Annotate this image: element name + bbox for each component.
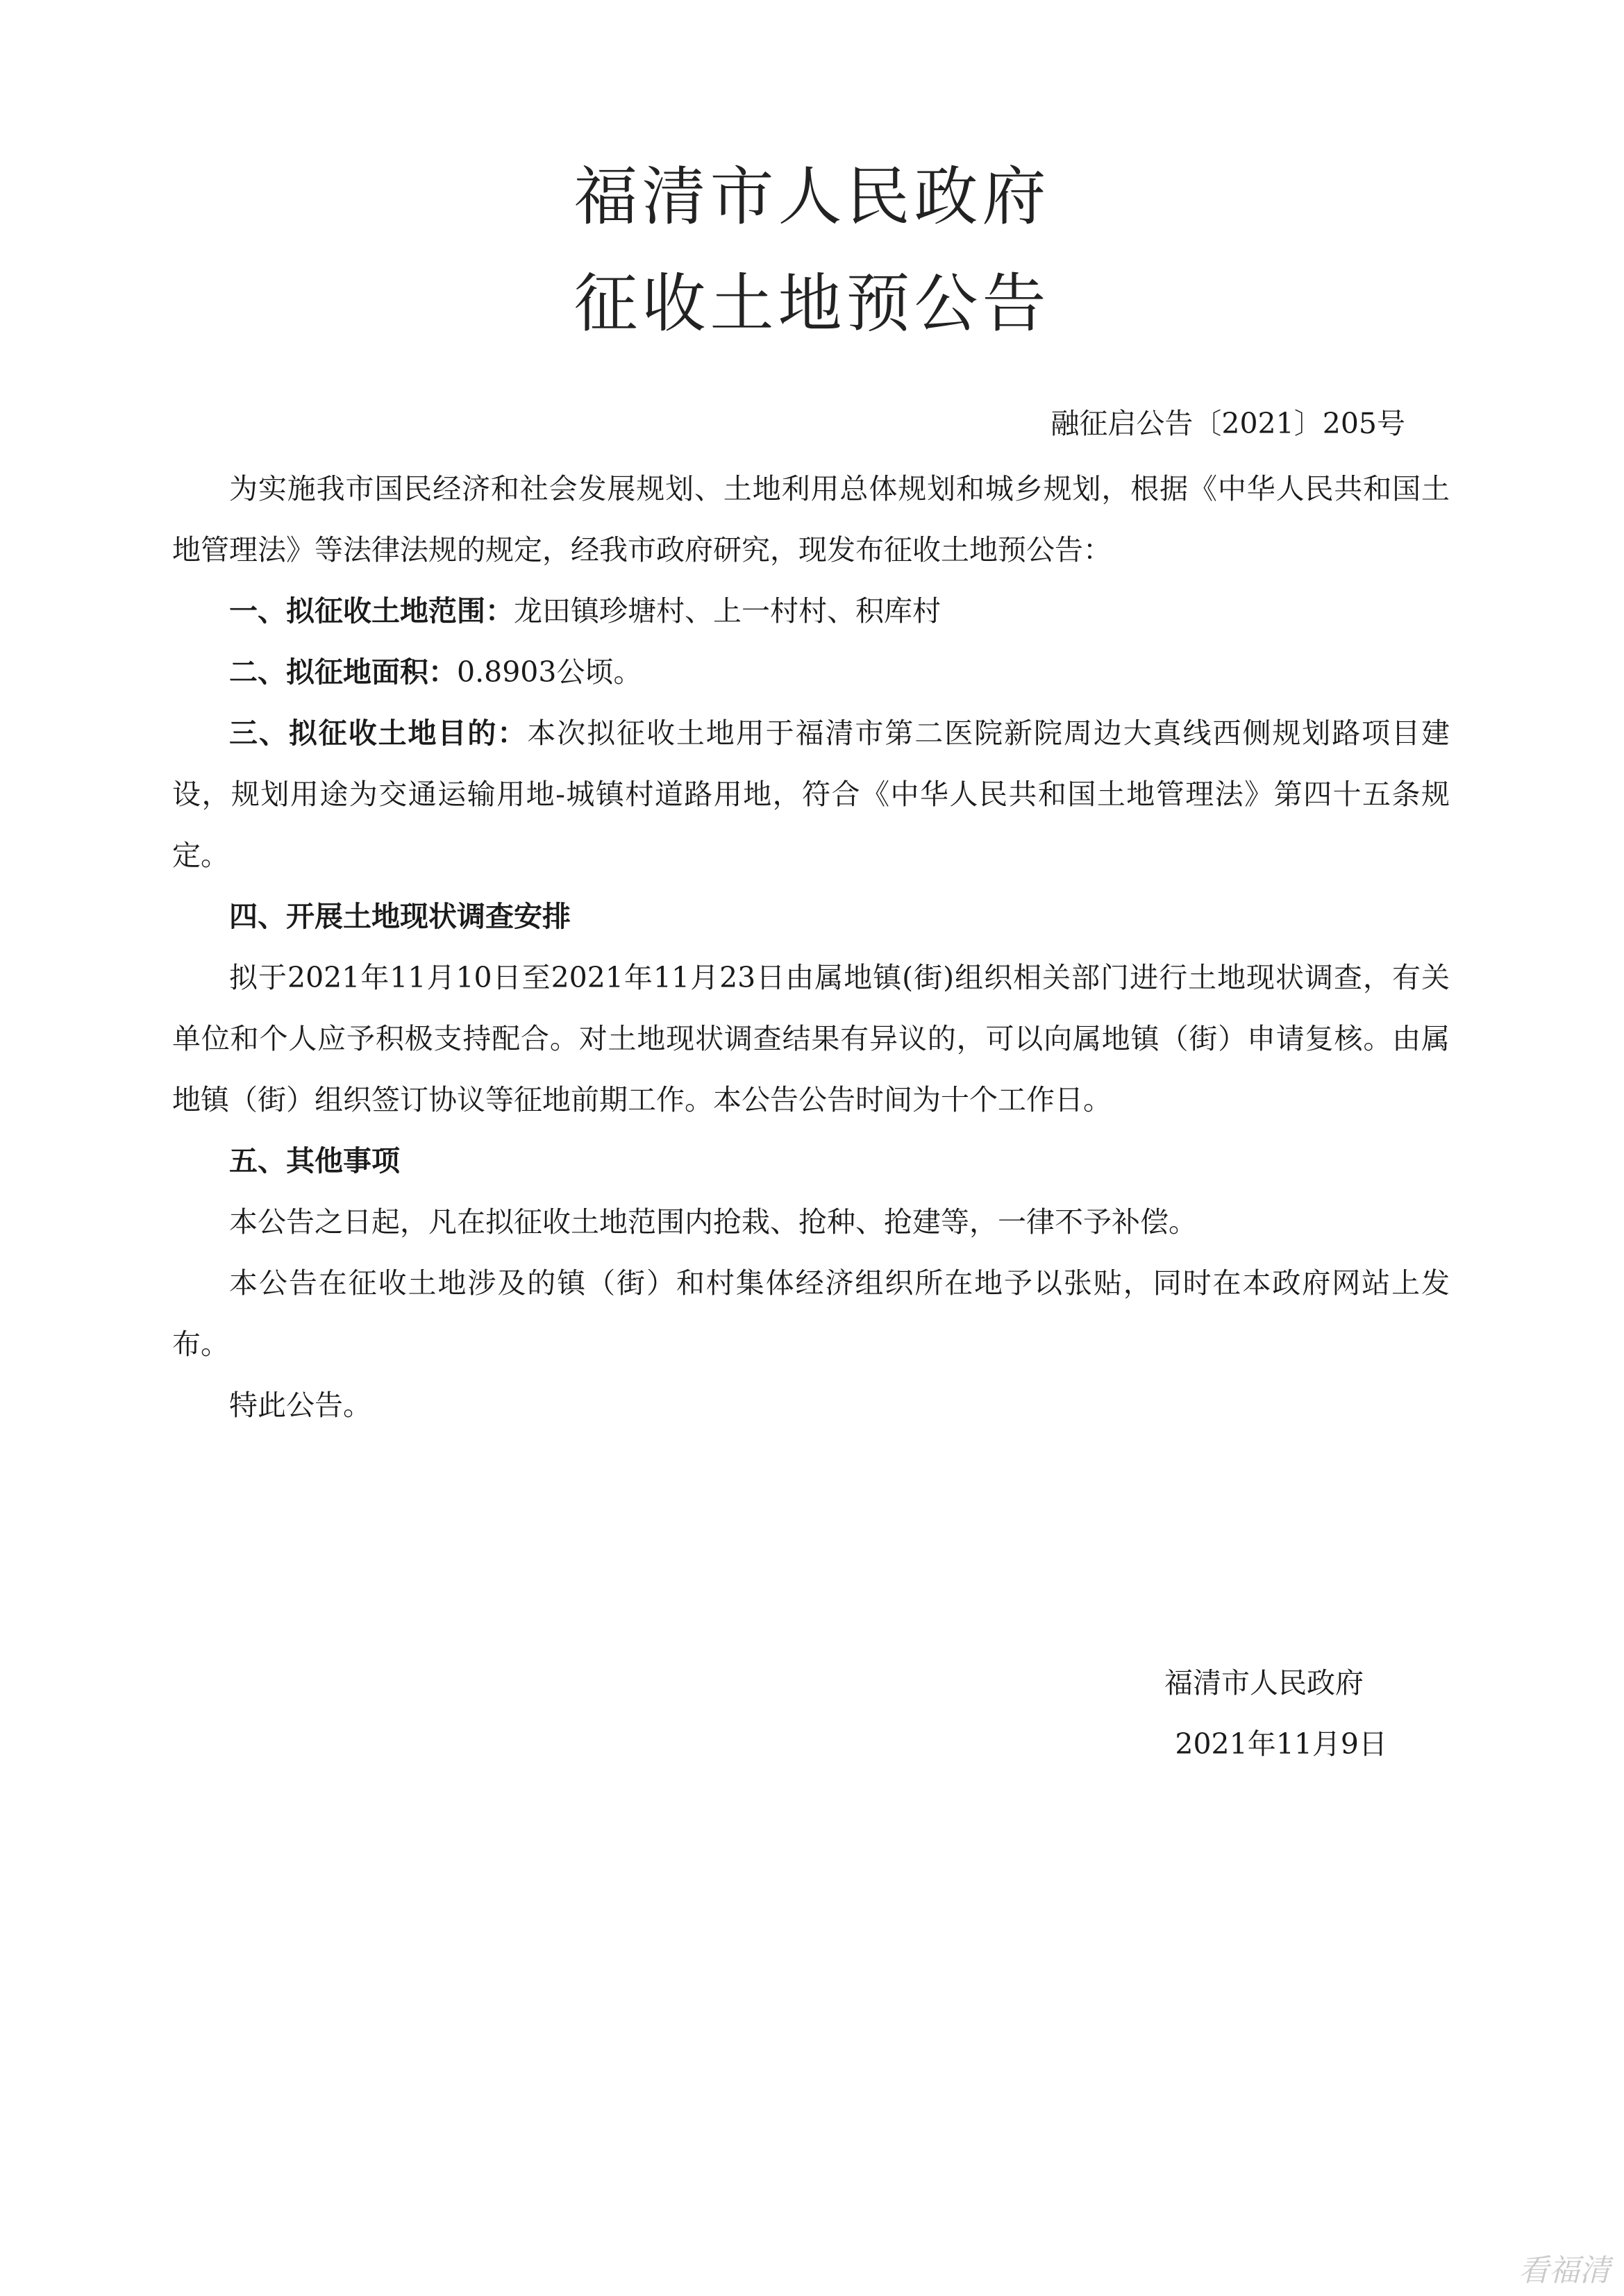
section-1-text: 龙田镇珍塘村、上一村村、积库村 [514,594,941,628]
section-2-heading: 二、拟征地面积： [229,655,457,689]
section-2 [172,642,1450,703]
issuer-name: 福清市人民政府 [1164,1666,1364,1700]
intro-paragraph: 为实施我市国民经济和社会发展规划、土地利用总体规划和城乡规划，根据《中华人民共和国土地管理法》等法律法规的规定，经我市政府研究，现发布征收土地预公告： [172,472,1450,567]
section-5-paragraph-2: 本公告在征收土地涉及的镇（街）和村集体经济组织所在地予以张贴，同时在本政府网站上发布。 [172,1266,1450,1361]
issue-date: 2021年11月9日 [1175,1727,1387,1761]
closing-text: 特此公告。 [229,1389,371,1422]
document-title-line1: 福清市人民政府 [574,160,1050,234]
section-5-paragraph-1: 本公告之日起，凡在拟征收土地范围内抢栽、抢种、抢建等，一律不予补偿。 [229,1205,1197,1239]
section-5-heading: 五、其他事项 [229,1144,400,1178]
section-2-text: 0.8903公顷。 [457,655,642,689]
document-title-line2: 征收土地预公告 [574,267,1050,341]
section-4-heading: 四、开展土地现状调查安排 [229,900,571,933]
document-number: 融征启公告〔2021〕205号 [1050,407,1405,440]
signature-block [1164,1652,1387,1775]
section-1-heading: 一、拟征收土地范围： [229,594,514,628]
document-body [172,458,1450,1436]
section-3-heading: 三、拟征收土地目的： [229,717,528,750]
section-3-text: 本次拟征收土地用于福清市第二医院新院周边大真线西侧规划路项目建设，规划用途为交通运输用地-城镇村道路用地，符合《中华人民共和国土地管理法》第四十五条规定。 [172,717,1450,872]
site-watermark: 看福清 [1518,2253,1610,2288]
section-4-text: 拟于2021年11月10日至2021年11月23日由属地镇(街)组织相关部门进行土地现状调查，有关单位和个人应予积极支持配合。对土地现状调查结果有异议的，可以向属地镇（街）申请复核。由属地镇（街）组织签订协议等征地前期工作。本公告公告时间为十个工作日。 [172,961,1450,1116]
section-1 [172,580,1450,642]
section-3 [172,703,1450,886]
